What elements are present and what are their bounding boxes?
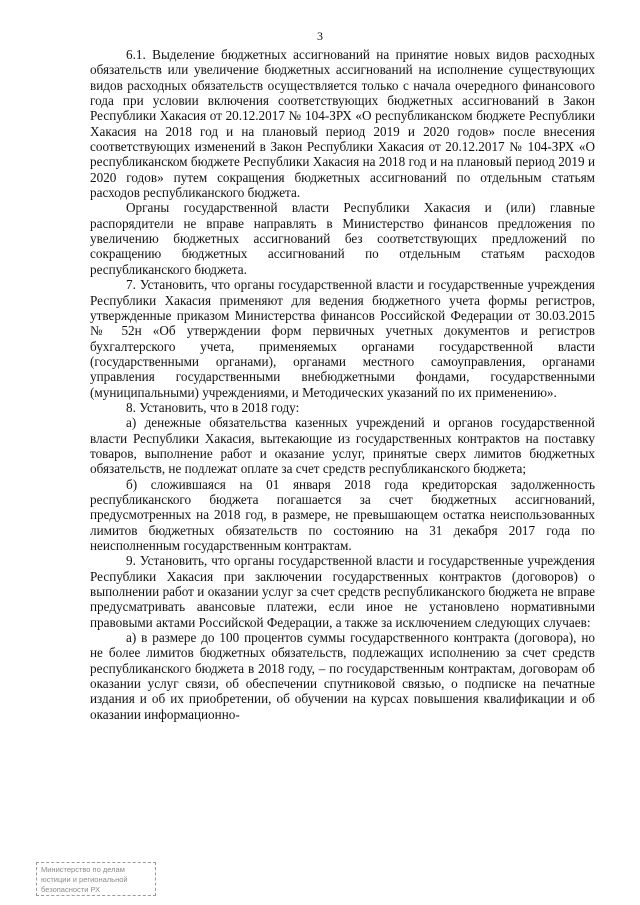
stamp-line-2: юстиции и региональной xyxy=(41,875,128,884)
paragraph-6-1-organs: Органы государственной власти Республики Хакасия и (или) главные распорядители не вправе направлять в Министерство финансов предложения по увеличению бюджетных ассигнований без соответствующих предложений по сокращению бюджетных ассигнований по отдельным статьям расходов республиканского бюджета. xyxy=(90,200,595,277)
page-number: 3 xyxy=(317,29,323,43)
paragraph-9-a: а) в размере до 100 процентов суммы государственного контракта (договора), но не более лимитов бюджетных обязательств, подлежащих исполнению за счет средств республиканского бюджета в 2018 году, – по государственным контрактам, договорам об оказании услуг связи, об обеспечении спутниковой связью, о подписке на печатные издания и об их приобретении, об обучении на курсах повышения квалификации и об оказании информационно- xyxy=(90,630,595,722)
paragraph-8-a: а) денежные обязательства казенных учреждений и органов государственной власти Республики Хакасия, вытекающие из государственных контрактов на поставку товаров, выполнение работ и оказание услуг, принятые сверх лимитов бюджетных обязательств, не подлежат оплате за счет средств республиканского бюджета; xyxy=(90,415,595,477)
stamp-line-1: Министерство по делам xyxy=(41,865,125,874)
paragraph-8-b: б) сложившаяся на 01 января 2018 года кредиторская задолженность республиканского бюджета погашается за счет бюджетных ассигнований, предусмотренных на 2018 год, в размере, не превышающем остатка неиспользованных лимитов бюджетных обязательств по состоянию на 31 декабря 2017 года по неисполненным государственным контрактам. xyxy=(90,476,595,553)
document-body xyxy=(90,47,595,722)
paragraph-7: 7. Установить, что органы государственной власти и государственные учреждения Республики Хакасия применяют для ведения бюджетного учета формы регистров, утвержденные приказом Министерства финансов Российской Федерации от 30.03.2015 № 52н «Об утверждении форм первичных учетных документов и регистров бухгалтерского учета, применяемых органами государственной власти (государственными органами), органами местного самоуправления, органами управления государственными внебюджетными фондами, государственными (муниципальными) учреждениями, и Методических указаний по их применению». xyxy=(90,277,595,400)
paragraph-6-1: 6.1. Выделение бюджетных ассигнований на принятие новых видов расходных обязательств или увеличение бюджетных ассигнований на исполнение существующих видов расходных обязательств осуществляется только с начала очередного финансового года при условии включения соответствующих бюджетных ассигнований в Закон Республики Хакасия от 20.12.2017 № 104-ЗРХ «О республиканском бюджете Республики Хакасия на 2018 год и на плановый период 2019 и 2020 годов» после внесения соответствующих изменений в Закон Республики Хакасия от 20.12.2017 № 104-ЗРХ «О республиканском бюджете Республики Хакасия на 2018 год и на плановый период 2019 и 2020 годов» путем сокращения бюджетных ассигнований по отдельным статьям расходов республиканского бюджета. xyxy=(90,47,595,201)
stamp-line-3: безопасности РХ xyxy=(41,885,101,894)
paragraph-9: 9. Установить, что органы государственной власти и государственные учреждения Республики Хакасия при заключении государственных контрактов (договоров) о выполнении работ и оказании услуг за счет средств республиканского бюджета не вправе предусматривать авансовые платежи, если иное не установлено нормативными правовыми актами Российской Федерации, а также за исключением следующих случаев: xyxy=(90,553,595,630)
registry-stamp xyxy=(36,862,156,896)
paragraph-8: 8. Установить, что в 2018 году: xyxy=(126,399,300,415)
